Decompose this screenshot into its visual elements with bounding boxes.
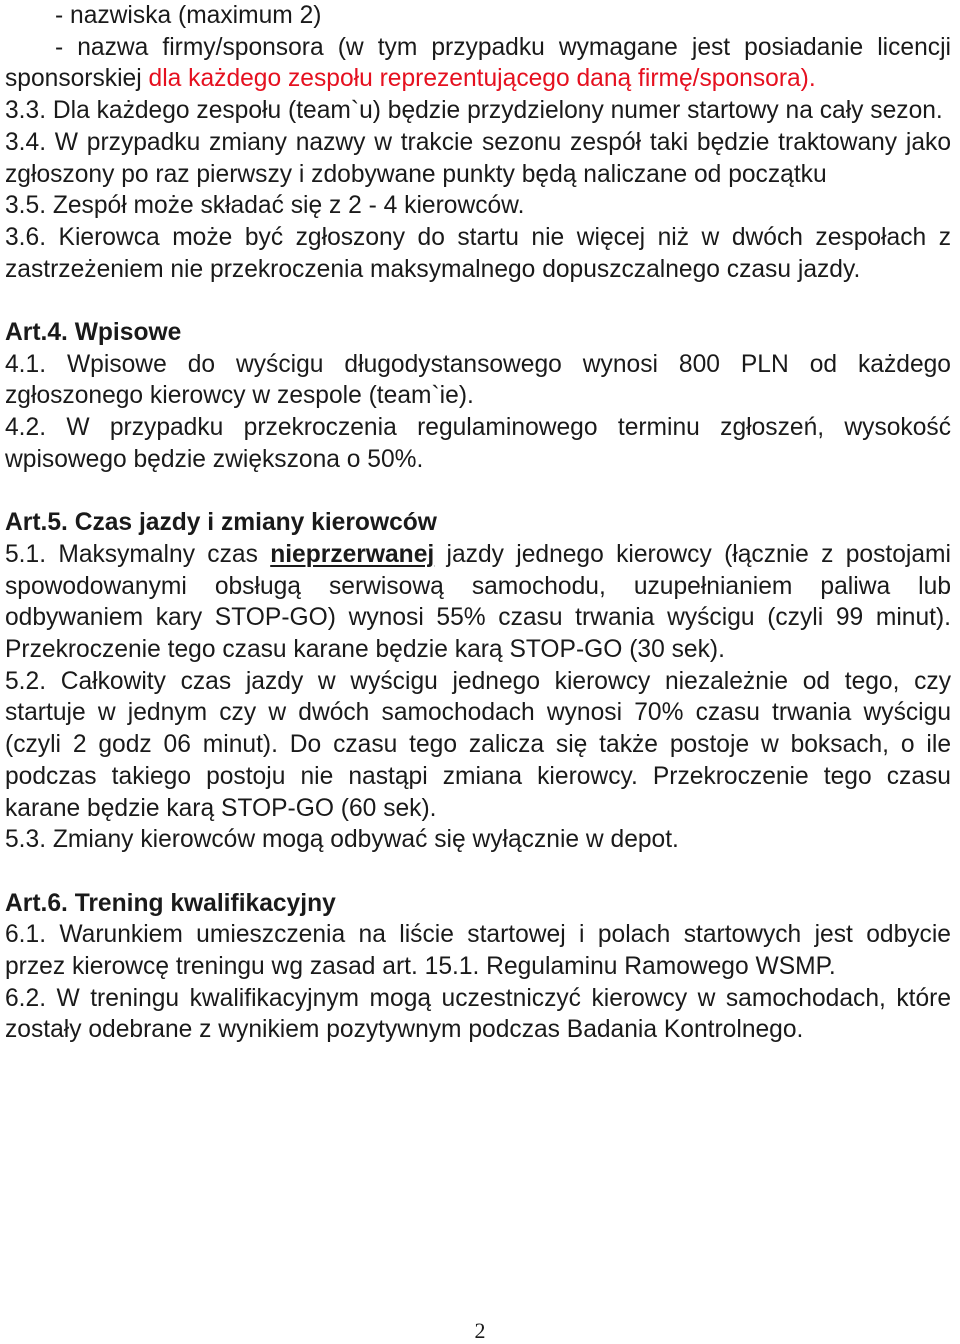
paragraph-4-2: 4.2. W przypadku przekroczenia regulaminowego terminu zgłoszeń, wysokość wpisowego będzie zwiększona o 50%. [5, 414, 951, 473]
item-nazwa-firmy-red-text: dla każdego zespołu reprezentującego daną firmę/sponsora). [148, 65, 816, 93]
heading-art-4: Art.4. Wpisowe [5, 319, 182, 347]
item-nazwa-firmy-text: - nazwa firmy/sponsora (w tym przypadku wymagane jest posiadanie licencji sponsorskiej [5, 33, 951, 93]
paragraph-6-2: 6.2. W treningu kwalifikacyjnym mogą uczestniczyć kierowcy w samochodach, które zostały odebrane z wynikiem pozytywnym podczas Badania Kontrolnego. [5, 984, 951, 1044]
item-nazwa-firmy [5, 32, 951, 95]
paragraph-4-1: 4.1. Wpisowe do wyścigu długodystansowego wynosi 800 PLN od każdego zgłoszonego kierowcy w zespole (team`ie). [5, 350, 951, 410]
paragraph-5-1 [5, 539, 951, 666]
page-number: 2 [474, 1318, 486, 1343]
underlined-word: nieprzerwanej [270, 540, 435, 568]
paragraph-6-1: 6.1. Warunkiem umieszczenia na liście startowej i polach startowych jest odbycie przez kierowcę treningu wg zasad art. 15.1. Regulaminu Ramowego WSMP. [5, 921, 951, 981]
spacer [5, 476, 951, 508]
paragraph-3-4: 3.4. W przypadku zmiany nazwy w trakcie sezonu zespół taki będzie traktowany jako zgłoszony po raz pierwszy i zdobywane punkty będą naliczane od początku [5, 128, 951, 188]
paragraph-5-1-rest: jazdy jednego kierowcy (łącznie z postojami spowodowanymi obsługą serwisową samochodu, uzupełnianiem paliwa lub odbywaniem kary STOP-GO) wynosi 55% czasu trwania wyścigu (czyli 99 minut). Przekroczenie tego czasu karane będzie karą STOP-GO (30 sek). [5, 540, 952, 664]
heading-art-5: Art.5. Czas jazdy i zmiany kierowców [5, 509, 437, 537]
paragraph-3-5: 3.5. Zespół może składać się z 2 - 4 kierowców. [5, 192, 525, 220]
heading-art-6: Art.6. Trening kwalifikacyjny [5, 889, 336, 917]
spacer [5, 285, 951, 317]
spacer [5, 856, 951, 888]
document-page [5, 0, 951, 1046]
paragraph-3-6: 3.6. Kierowca może być zgłoszony do startu nie więcej niż w dwóch zespołach z zastrzeżeniem nie przekroczenia maksymalnego dopuszczalnego czasu jazdy. [5, 223, 951, 283]
item-nazwiska: - nazwiska (maximum 2) [55, 2, 322, 29]
paragraph-5-1-lead: 5.1. Maksymalny czas [5, 540, 271, 568]
paragraph-3-3: 3.3. Dla każdego zespołu (team`u) będzie przydzielony numer startowy na cały sezon. [5, 97, 943, 125]
paragraph-5-3: 5.3. Zmiany kierowców mogą odbywać się wyłącznie w depot. [5, 826, 679, 854]
paragraph-5-2: 5.2. Całkowity czas jazdy w wyścigu jednego kierowcy niezależnie od tego, czy startuje w jednym czy w dwóch samochodach wynosi 70% czasu trwania wyścigu (czyli 2 godz 06 minut). Do czasu tego zalicza się także postoje w boksach, o ile podczas takiego postoju nie nastąpi zmiana kierowcy. Przekroczenie tego czasu karane będzie karą STOP-GO (60 sek). [5, 667, 951, 822]
